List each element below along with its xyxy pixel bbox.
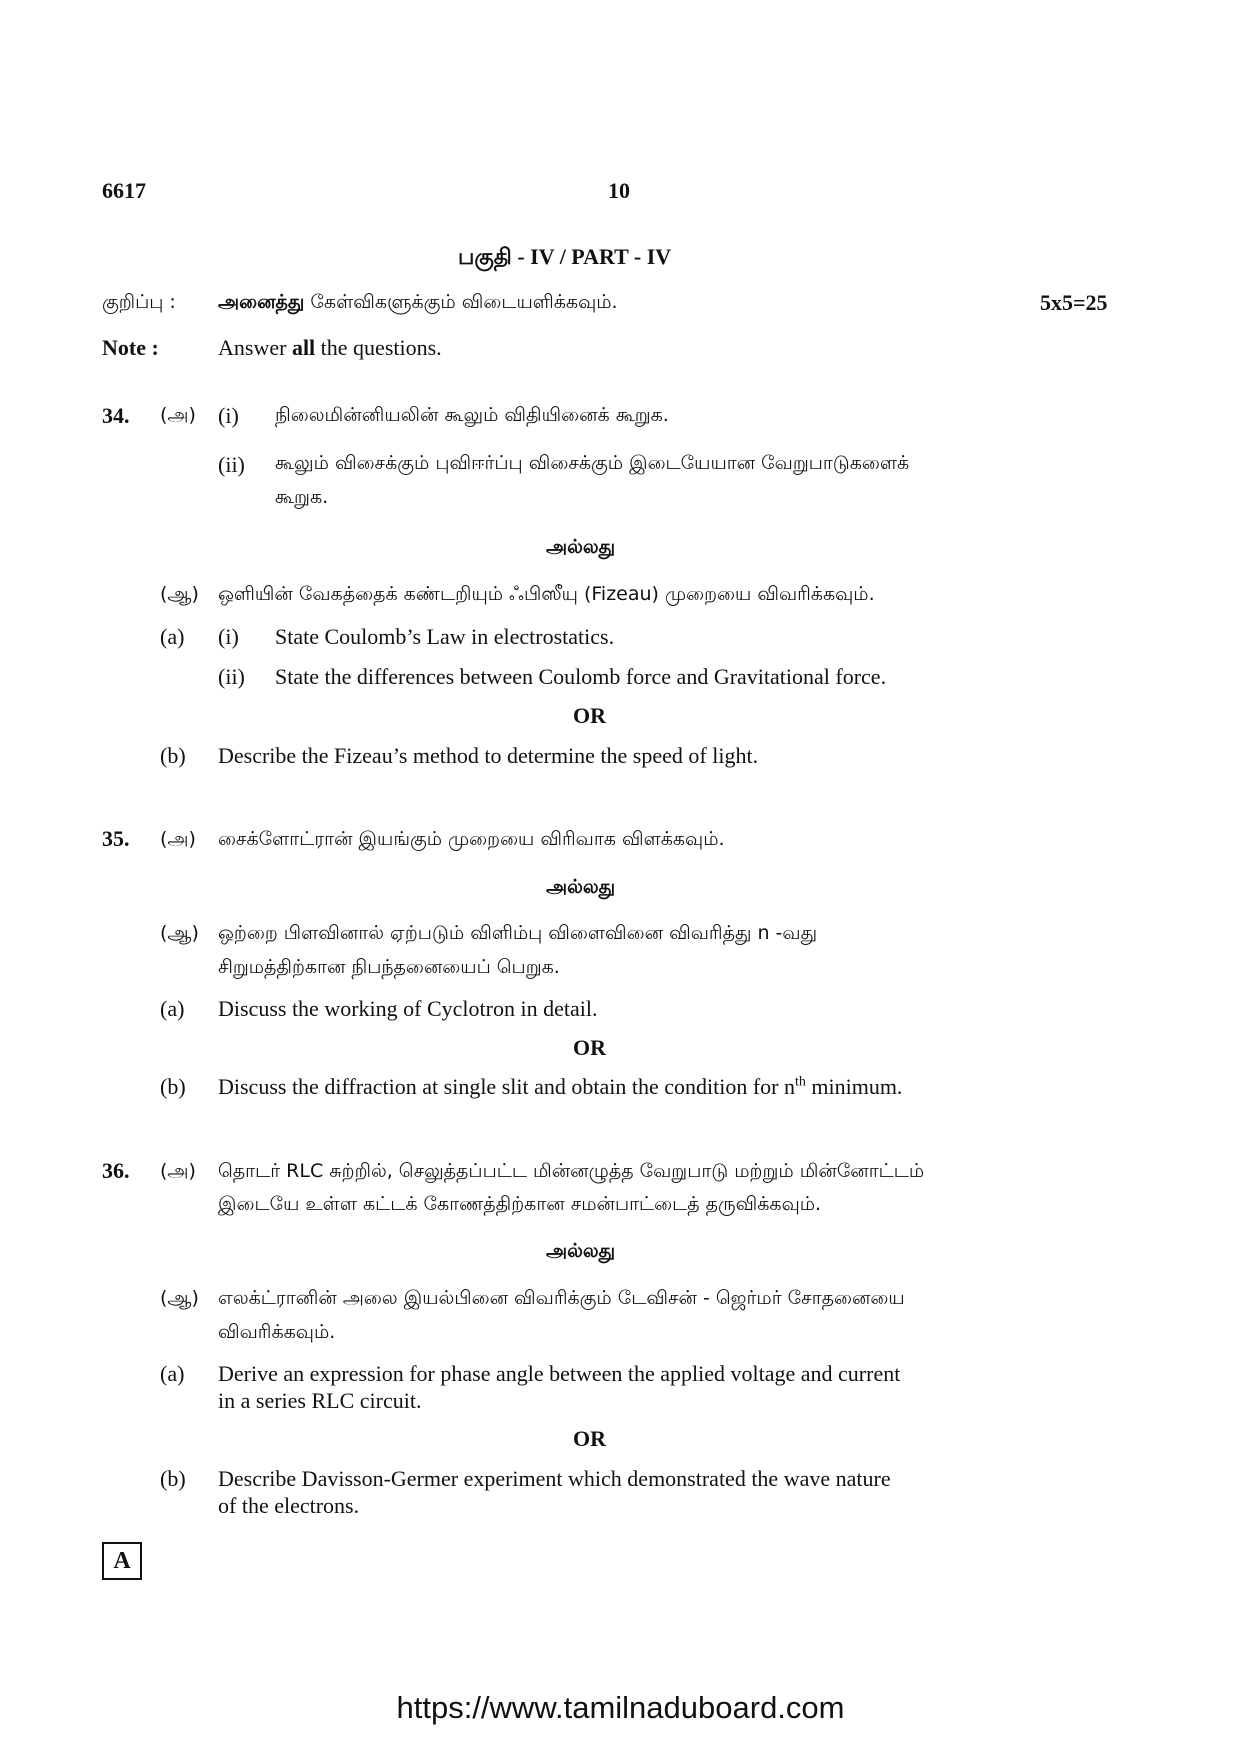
q36-en-b-marker: (b) [160, 1466, 186, 1491]
q35-en-a: Discuss the working of Cyclotron in detail. [218, 996, 598, 1021]
part-heading [458, 244, 671, 273]
note-tamil-text [218, 291, 618, 316]
q34-or-tamil: அல்லது [546, 536, 616, 558]
q35-ta-b-marker: (ஆ) [160, 922, 199, 944]
q35-en-b-sup: th [794, 1074, 806, 1090]
q34-ta-a-marker: (அ) [160, 404, 196, 426]
q34-ta-a-i: நிலைமின்னியலின் கூலும் விதியினைக் கூறுக. [275, 404, 669, 426]
q36-or-tamil: அல்லது [546, 1240, 616, 1262]
q36-en-a-marker: (a) [160, 1361, 185, 1386]
q35-en-b-post: minimum. [805, 1074, 903, 1099]
q36-ta-b-line1: எலக்ட்ரானின் அலை இயல்பினை விவரிக்கும் டேவிசன் - ஜெர்மர் சோதனையை [218, 1287, 905, 1309]
q35-en-b [218, 1074, 902, 1100]
q35-or-english: OR [573, 1035, 606, 1060]
question-number-34: 34. [102, 403, 130, 428]
q35-en-b-text: Discuss the diffraction at single slit and obtain the condition for n [218, 1074, 795, 1099]
q34-en-a-ii: State the differences between Coulomb force and Gravitational force. [275, 664, 887, 689]
q36-ta-a-line1: தொடர் RLC சுற்றில், செலுத்தப்பட்ட மின்னழுத்த வேறுபாடு மற்றும் மின்னோட்டம் [218, 1160, 925, 1182]
q36-ta-b-marker: (ஆ) [160, 1287, 199, 1309]
q34-en-b: Describe the Fizeau’s method to determine the speed of light. [218, 743, 759, 768]
q36-en-b-line1: Describe Davisson-Germer experiment which demonstrated the wave nature [218, 1466, 891, 1491]
question-number-36: 36. [102, 1158, 130, 1183]
q36-en-a-line2: in a series RLC circuit. [218, 1388, 422, 1413]
q36-ta-b-line2: விவரிக்கவும். [218, 1321, 336, 1343]
q36-ta-a-marker: (அ) [160, 1160, 196, 1182]
note-english-label: Note : [102, 335, 159, 360]
q35-ta-a-marker: (அ) [160, 828, 196, 850]
page-number: 10 [608, 178, 630, 203]
note-english-post: the questions. [320, 335, 442, 360]
q34-ta-a-i-marker: (i) [218, 403, 239, 428]
q34-en-a-i: State Coulomb’s Law in electrostatics. [275, 624, 615, 649]
marks-allocation: 5x5=25 [1040, 290, 1108, 315]
note-english-text [218, 335, 442, 361]
q36-or-english: OR [573, 1426, 606, 1451]
q36-en-a-line1: Derive an expression for phase angle between the applied voltage and current [218, 1361, 901, 1386]
note-tamil-rest: கேள்விகளுக்கும் விடையளிக்கவும். [310, 291, 618, 313]
q35-en-b-marker: (b) [160, 1074, 186, 1099]
q34-ta-b-marker: (ஆ) [160, 583, 199, 605]
paper-code: 6617 [102, 178, 146, 203]
q36-ta-a-line2: இடையே உள்ள கட்டக் கோணத்திற்கான சமன்பாட்டைத் தருவிக்கவும். [218, 1193, 822, 1215]
q34-ta-b: ஒளியின் வேகத்தைக் கண்டறியும் ஃபிஸீயு (Fizeau) முறையை விவரிக்கவும். [218, 583, 875, 605]
note-english-bold: all [291, 335, 316, 360]
q35-or-tamil: அல்லது [546, 876, 616, 898]
q35-en-a-marker: (a) [160, 996, 185, 1021]
q35-ta-b-line1: ஒற்றை பிளவினால் ஏற்படும் விளிம்பு விளைவினை விவரித்து n -வது [218, 922, 818, 944]
part-heading-text: பகுதி - IV / PART - IV [458, 244, 672, 269]
q34-or-english: OR [573, 703, 606, 728]
q34-en-a-marker: (a) [160, 624, 185, 649]
version-box: A [102, 1542, 142, 1580]
q34-en-b-marker: (b) [160, 743, 186, 768]
note-tamil-label: குறிப்பு : [102, 291, 176, 313]
q35-ta-b-line2: சிறுமத்திற்கான நிபந்தனையைப் பெறுக. [218, 956, 560, 978]
footer-url[interactable]: https://www.tamilnaduboard.com [396, 1690, 845, 1725]
q34-en-a-ii-marker: (ii) [218, 664, 245, 689]
q34-en-a-i-marker: (i) [218, 624, 239, 649]
q36-en-b-line2: of the electrons. [218, 1493, 360, 1518]
note-english-pre: Answer [218, 335, 287, 360]
q34-ta-a-ii-line2: கூறுக. [275, 486, 329, 508]
q34-ta-a-ii-line1: கூலும் விசைக்கும் புவிஈர்ப்பு விசைக்கும் இடையேயான வேறுபாடுகளைக் [275, 452, 910, 474]
q34-ta-a-ii-marker: (ii) [218, 452, 245, 477]
q35-ta-a: சைக்ளோட்ரான் இயங்கும் முறையை விரிவாக விளக்கவும். [218, 828, 725, 850]
question-number-35: 35. [102, 826, 130, 851]
note-tamil-bold: அனைத்து [218, 291, 305, 313]
